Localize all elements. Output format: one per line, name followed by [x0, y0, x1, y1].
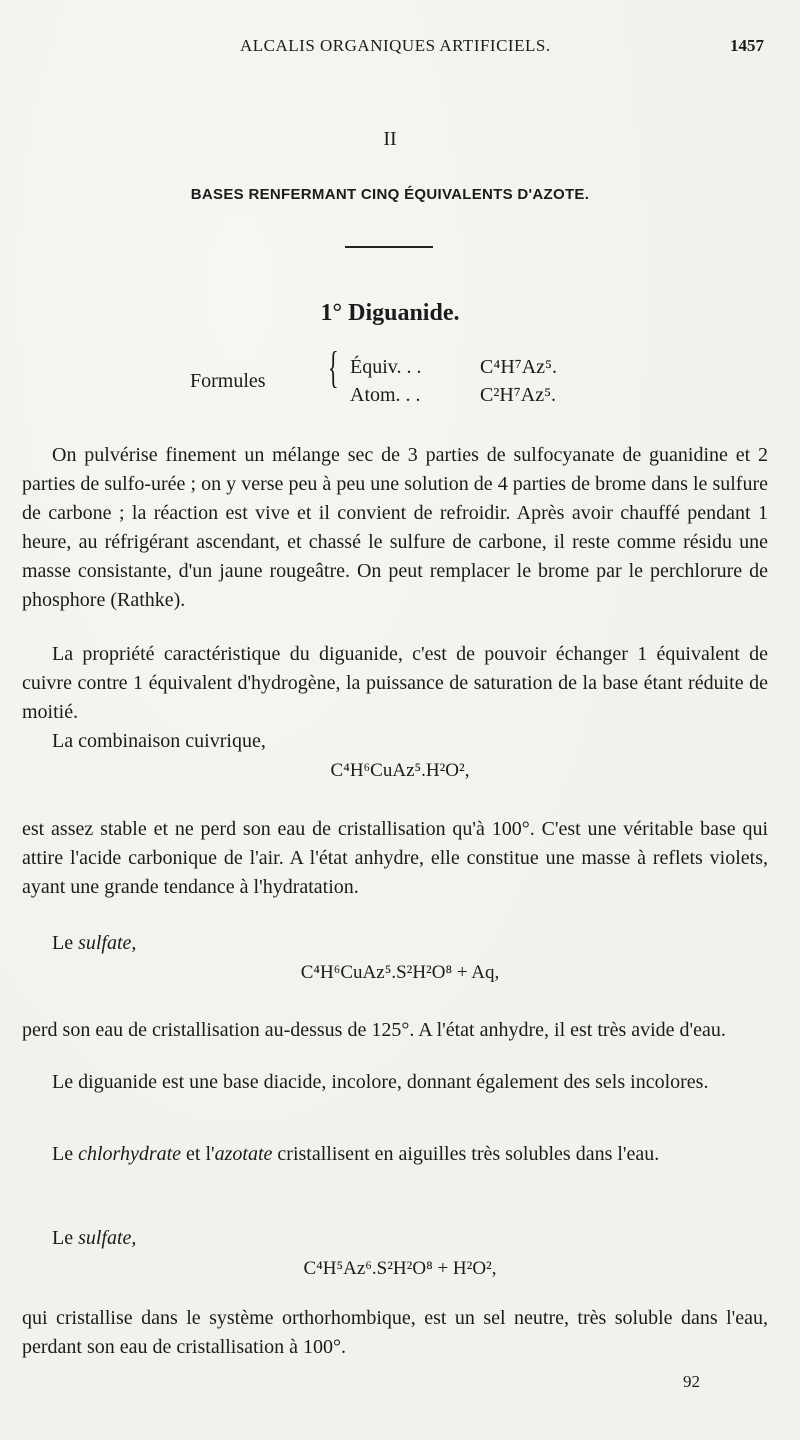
paragraph-copper-intro: La combinaison cuivrique, — [52, 730, 266, 752]
equiv-label: Équiv. . . — [350, 356, 422, 378]
formules-label: Formules — [190, 370, 266, 392]
paragraph-sulfate2-intro: Le sulfate, — [52, 1227, 137, 1249]
formula-sulfate: C⁴H⁵Az⁶.S²H²O⁸ + H²O², — [303, 1258, 497, 1279]
formula-copper-compound: C⁴H⁶CuAz⁵.H²O², — [330, 760, 470, 781]
brace-glyph: { — [328, 343, 339, 392]
page-number: 1457 — [730, 36, 764, 55]
subsection-title: 1° Diguanide. — [320, 300, 460, 326]
paragraph-sulfate-intro: Le sulfate, — [52, 932, 137, 954]
atom-label: Atom. . . — [350, 384, 421, 406]
paragraph-preparation: On pulvérise finement un mélange sec de 3 parties de sulfocyanate de guanidine et 2 parties de sulfo-urée ; on y verse peu à peu une solution de 4 parties de brome dans le sulfure de carbone ; la réaction est vive et il convient de refroidir. Après avoir chauffé pendant 1 heure, au réfrigérant ascendant, et chassé le sulfure de carbone, il reste comme résidu une masse consistante, d'un jaune rougeâtre. On peut remplacer le brome par le perchlorure de phosphore (Rathke). — [22, 444, 768, 611]
section-number: II — [383, 128, 397, 150]
paragraph-copper-stability: est assez stable et ne perd son eau de cristallisation qu'à 100°. C'est une véritable base qui attire l'acide carbonique de l'air. A l'état anhydre, elle constitue une masse à reflets violets, ayant une grande tendance à l'hydratation. — [22, 818, 768, 898]
formula-copper-sulfate: C⁴H⁶CuAz⁵.S²H²O⁸ + Aq, — [300, 962, 500, 983]
running-head: ALCALIS ORGANIQUES ARTIFICIELS. — [240, 36, 551, 55]
paragraph-sulfate-water: perd son eau de cristallisation au-dessus de 125°. A l'état anhydre, il est très avide d'eau. — [22, 1019, 726, 1041]
paragraph-chlorhydrate: Le chlorhydrate et l'azotate cristallisent en aiguilles très solubles dans l'eau. — [52, 1143, 660, 1165]
atom-formula: C²H⁷Az⁵. — [480, 384, 557, 406]
divider-rule — [345, 246, 433, 248]
paragraph-orthorhombic: qui cristallise dans le système orthorhombique, est un sel neutre, très soluble dans l'eau, perdant son eau de cristallisation à 100°. — [22, 1307, 768, 1358]
paragraph-diacid: Le diguanide est une base diacide, incolore, donnant également des sels incolores. — [52, 1071, 709, 1093]
paragraph-property: La propriété caractéristique du diguanide, c'est de pouvoir échanger 1 équivalent de cuivre contre 1 équivalent d'hydrogène, la puissance de saturation de la base étant réduite de moitié. — [22, 643, 768, 723]
equiv-formula: C⁴H⁷Az⁵. — [480, 356, 558, 378]
signature-mark: 92 — [683, 1372, 700, 1391]
section-title: BASES RENFERMANT CINQ ÉQUIVALENTS D'AZOTE. — [190, 186, 590, 203]
